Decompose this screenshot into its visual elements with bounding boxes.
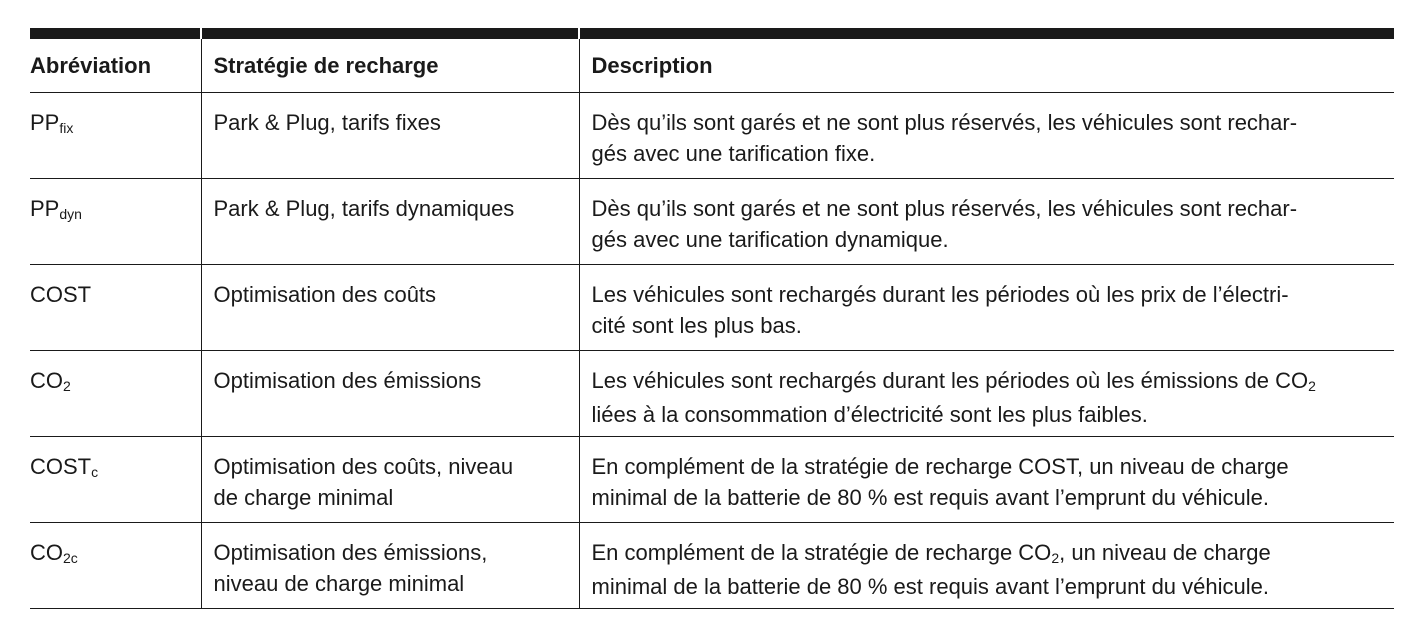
header-description: Description xyxy=(579,39,1394,93)
table-row xyxy=(30,523,1394,609)
strategy-cell xyxy=(201,437,579,523)
abbreviation-cell xyxy=(30,179,201,265)
strategy-cell xyxy=(201,93,579,179)
abbreviation-main: PP xyxy=(30,110,60,135)
abbreviation-main: COST xyxy=(30,282,92,307)
description-line: minimal de la batterie de 80 % est requis avant l’emprunt du véhicule. xyxy=(591,485,1269,510)
strategy-line: Optimisation des émissions, xyxy=(213,540,488,565)
description-line: Dès qu’ils sont garés et ne sont plus réservés, les véhicules sont rechar- xyxy=(591,196,1298,221)
charging-strategy-table-container xyxy=(30,28,1394,609)
header-abbreviation: Abréviation xyxy=(30,39,201,93)
abbreviation-cell xyxy=(30,351,201,437)
description-cell xyxy=(579,351,1394,437)
abbreviation-cell xyxy=(30,93,201,179)
description-line xyxy=(592,365,1395,399)
table-row xyxy=(30,351,1394,437)
table-row xyxy=(30,437,1394,523)
strategy-line: Optimisation des coûts, niveau xyxy=(213,454,514,479)
description-line: cité sont les plus bas. xyxy=(591,313,802,338)
description-cell xyxy=(579,93,1394,179)
charging-strategy-table xyxy=(30,39,1394,609)
abbreviation-subscript: c xyxy=(91,464,99,480)
description-subscript: 2 xyxy=(1308,378,1316,394)
description-line: Dès qu’ils sont garés et ne sont plus réservés, les véhicules sont rechar- xyxy=(591,110,1298,135)
strategy-cell xyxy=(201,523,579,609)
strategy-text: Park & Plug, tarifs dynamiques xyxy=(213,196,515,221)
strategy-line: niveau de charge minimal xyxy=(213,571,465,596)
strategy-line: de charge minimal xyxy=(213,485,394,510)
abbreviation-main: COST xyxy=(30,454,92,479)
strategy-cell xyxy=(201,179,579,265)
description-cell xyxy=(579,523,1394,609)
strategy-cell xyxy=(201,265,579,351)
abbreviation-main: CO xyxy=(30,368,63,393)
strategy-text: Optimisation des émissions xyxy=(213,368,482,393)
abbreviation-cell xyxy=(30,523,201,609)
table-top-rule xyxy=(30,28,1394,39)
description-line xyxy=(592,537,1395,571)
description-line: gés avec une tarification dynamique. xyxy=(591,227,949,252)
description-line: gés avec une tarification fixe. xyxy=(591,141,876,166)
table-row xyxy=(30,179,1394,265)
description-line: minimal de la batterie de 80 % est requis avant l’emprunt du véhicule. xyxy=(591,574,1269,599)
top-rule-gap xyxy=(200,28,202,39)
abbreviation-cell xyxy=(30,437,201,523)
abbreviation-cell xyxy=(30,265,201,351)
strategy-text: Park & Plug, tarifs fixes xyxy=(213,110,441,135)
description-text: Les véhicules sont rechargés durant les périodes où les émissions de CO xyxy=(591,368,1309,393)
abbreviation-main: PP xyxy=(30,196,60,221)
description-cell xyxy=(579,179,1394,265)
header-strategy: Stratégie de recharge xyxy=(201,39,579,93)
description-text: En complément de la stratégie de recharge CO xyxy=(591,540,1052,565)
table-header-row xyxy=(30,39,1394,93)
description-line: liées à la consommation d’électricité sont les plus faibles. xyxy=(591,402,1148,427)
top-rule-gap xyxy=(578,28,580,39)
abbreviation-subscript: 2c xyxy=(63,550,78,566)
description-cell xyxy=(579,437,1394,523)
description-subscript: 2 xyxy=(1051,550,1060,566)
abbreviation-subscript: 2 xyxy=(63,378,71,394)
abbreviation-main: CO xyxy=(30,540,63,565)
description-line: En complément de la stratégie de recharge COST, un niveau de charge xyxy=(591,454,1289,479)
description-text: , un niveau de charge xyxy=(1059,540,1271,565)
table-row xyxy=(30,265,1394,351)
abbreviation-subscript: fix xyxy=(59,120,74,136)
abbreviation-subscript: dyn xyxy=(59,206,82,222)
description-cell xyxy=(579,265,1394,351)
description-line: Les véhicules sont rechargés durant les périodes où les prix de l’électri- xyxy=(591,282,1289,307)
strategy-text: Optimisation des coûts xyxy=(213,282,437,307)
table-row xyxy=(30,93,1394,179)
strategy-cell xyxy=(201,351,579,437)
